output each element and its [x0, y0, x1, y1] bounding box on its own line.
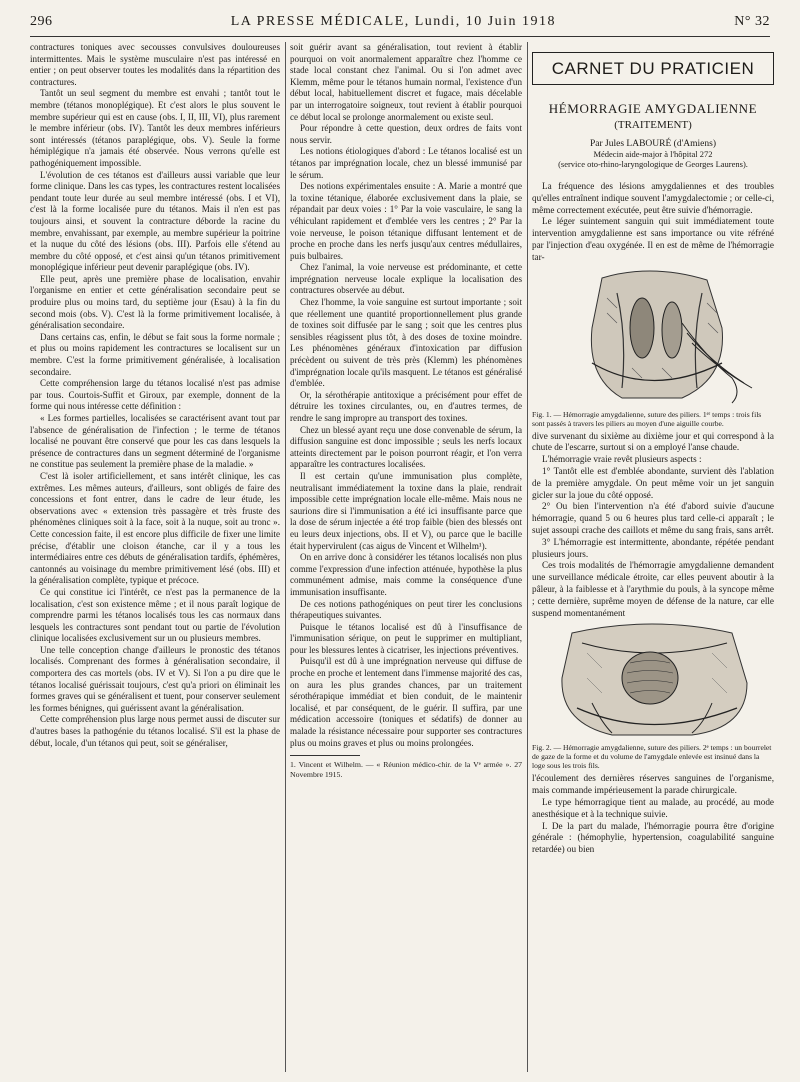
column-divider [285, 42, 286, 1072]
figure-1 [532, 268, 774, 428]
paragraph: La fréquence des lésions amygdaliennes et des troubles qu'elles entraînent indique souvent l'amygdalectomie ; or celle-ci, même correctement exécutée, peut être suivie d'hémorragie. [532, 181, 774, 215]
column-divider [527, 42, 528, 1072]
paragraph: Pour répondre à cette question, deux ordres de faits vont nous servir. [290, 123, 522, 145]
throat-illustration-1 [532, 268, 774, 408]
author-name: Par Jules LABOURÉ (d'Amiens) [590, 139, 716, 149]
paragraph: Dans certains cas, enfin, le début se fait sous la forme normale ; et plus ou moins rapidement les contractures se localisent sur un membre. C'est la forme primitivement généralisée, à localisation secondaire. [30, 331, 280, 377]
figure-2-caption: Fig. 2. — Hémorragie amygdalienne, suture des piliers. 2ᵉ temps : un bourrelet de gaze de la forme et du volume de l'amygdale enlevée est insinué dans la loge sous les trois fils. [532, 743, 772, 771]
paragraph: Chez l'animal, la voie nerveuse est prédominante, et cette imprégnation nerveuse locale explique la localisation des contractures observée au début. [290, 262, 522, 296]
end-text [532, 773, 774, 856]
footnote: 1. Vincent et Wilhelm. — « Réunion médico-chir. de la Vᵉ armée ». 27 Novembre 1915. [290, 760, 522, 779]
paragraph: Tantôt un seul segment du membre est envahi ; tantôt tout le membre (tétanos monoplégique). Et c'est alors le plus souvent le membre supérieur qui est en cause (obs. I, II, III, VI), plus rarement le membre inférieur (obs. IV). Tantôt les deux membres inférieurs sont intéressés (tétanos paraplégique, obs. V). Seule la forme hémiplégique n'a jamais été observée. Nous verrons qu'elle est pathogéniquement impossible. [30, 88, 280, 168]
paragraph: Elle peut, après une première phase de localisation, envahir l'organisme en entier et cette généralisation secondaire peut se produire plus ou moins tard, du septième jour (Esau) à la fin du second mois (obs. V). C'est là la forme primitivement localisée, à généralisation secondaire. [30, 273, 280, 331]
paragraph: Or, la sérothérapie antitoxique a précisément pour effet de détruire les toxines circulantes, ou, en d'autres termes, de rendre le sang impropre au transport des toxines. [290, 389, 522, 423]
column-2 [290, 42, 522, 1072]
paragraph: l'écoulement des dernières réserves sanguines de l'organisme, mais commande impérieusement la parade chirurgicale. [532, 773, 774, 796]
paragraph: Il est certain qu'une immunisation plus complète, neutralisant immédiatement la toxine dans la plaie, rendrait impossible cette imprégnation locale elle-même. Mais nous ne saurions dire si l'immunisation a été ici insuffisante parce que la dose de sérum injectée a été trop faible (bien des blessés ont eu leurs deux injections, obs. II et V), ou parce que le bacille était hypervirulent (cas aigus de Vincent et Wilhelm¹). [290, 470, 522, 551]
paragraph: 2° Ou bien l'intervention n'a été d'abord suivie d'aucune hémorragie, quand 5 ou 6 heures plus tard celle-ci apparaît ; le sujet assoupi crache des caillots et même du sang frais, sans arrêt. [532, 501, 774, 535]
footnote-rule [290, 755, 360, 756]
journal-title: LA PRESSE MÉDICALE, Lundi, 10 Juin 1918 [230, 14, 557, 29]
paragraph: dive survenant du sixième au dixième jour et qui correspond à la chute de l'escarre, surtout si on a employé l'anse chaude. [532, 430, 774, 453]
paragraph: Puisque le tétanos localisé est dû à l'insuffisance de l'immunisation sérique, on peut le supprimer en multipliant, pour les blessures lentes à cicatriser, les injections préventives. [290, 621, 522, 655]
paragraph: contractures toniques avec secousses convulsives douloureuses intermittentes. Mais le système musculaire n'est pas intéressé en entier ; on peut observer toutes les modalités dans la répartition des contractures. [30, 42, 280, 87]
paragraph: On en arrive donc à considérer les tétanos localisés non plus comme l'expression d'une infection atténuée, hypothèse la plus communément admise, mais comme la conséquence d'une immunisation insuffisante. [290, 552, 522, 597]
paragraph: Chez un blessé ayant reçu une dose convenable de sérum, la diffusion sanguine est donc impossible ; seuls les nerfs locaux atteints directement par le poison pourront réagir, et l'on verra apparaître les contractures localisées. [290, 424, 522, 470]
paragraph: Chez l'homme, la voie sanguine est surtout importante ; soit que réellement une quantité proportionnellement plus grande de toxines soit diffusée par le sang ; soit que les centres plus sensibles réagissent plus tôt, à des doses de toxine moindre. Les phénomènes généraux d'intoxication par diffusion précèdent ou suivent de très près (Klemm) les phénomènes d'imprégnation locale qu'ils masquent. Le tétanos est généralisé d'emblée. [290, 297, 522, 389]
figure-1-caption: Fig. 1. — Hémorragie amygdalienne, suture des piliers. 1ᵉʳ temps : trois fils sont passés à travers les piliers au moyen d'une aiguille courbe. [532, 409, 762, 428]
section-title: CARNET DU PRATICIEN [532, 52, 774, 85]
paragraph: Des notions expérimentales ensuite : A. Marie a montré que la toxine tétanique, élaborée exclusivement dans la plaie, se répandait par deux voies : 1° Par la voie vasculaire, le sang la véhiculant rapidement et d'emblée vers les centres ; 2° Par la voie nerveuse, le poison tétanique diffusant lentement et de proche en proche dans les nerfs jusqu'aux centres médullaires, puis bulbaires. [290, 181, 522, 261]
figure-2 [532, 623, 774, 770]
middle-text [532, 431, 774, 620]
intro-text [532, 181, 774, 264]
issue-number: N° 32 [734, 14, 770, 29]
paragraph: Les notions étiologiques d'abord : Le tétanos localisé est un tétanos par imprégnation locale, chez un blessé immunisé par le sérum. [290, 146, 522, 180]
paragraph: Ces trois modalités de l'hémorragie amygdalienne demandent une surveillance médicale étroite, car elles peuvent aboutir à la pâleur, à la faiblesse et à l'arythmie du pouls, à la syncope même ; cette dernière, suprême moyen de défense de la nature, car elle suspend momentanément [532, 560, 774, 618]
author-block [532, 139, 774, 169]
throat-illustration-2 [532, 623, 774, 741]
page-number: 296 [30, 14, 53, 29]
paragraph: 1° Tantôt elle est d'emblée abondante, survient dès l'ablation de la première amygdale. On peut même voir un jet sanguin gicler sur la joue du côté opposé. [532, 465, 774, 500]
paragraph: L'évolution de ces tétanos est d'ailleurs aussi variable que leur forme clinique. Dans les cas types, les contractures restent localisées pendant toute leur durée au seul membre intéressé (obs. I et VI), c'est là la forme localisée pure du tétanos. Mais il n'en est pas toujours ainsi, et souvent la contracture déborde la racine du membre, envahissant, par exemple, au membre supérieur la poitrine et la nuque du côté des lésions (obs. III). Parfois elle s'étend au membre du côté opposé, et c'est ainsi qu'un tétanos primitivement monoplégique inférieur peut devenir paraplégique (obs. IV). [30, 169, 280, 273]
column-3 [532, 42, 774, 856]
paragraph: Cette compréhension plus large nous permet aussi de discuter sur d'autres bases la pathogénie du tétanos localisé. S'il est la phase de début, locale, d'un tétanos qui peut, soit se généraliser, [30, 714, 280, 748]
paragraph: Cette compréhension large du tétanos localisé n'est pas admise par tous. Courtois-Suffit et Giroux, par exemple, donnent de la forme qui nous intéresse cette définition : [30, 378, 280, 412]
header-rule [30, 36, 770, 37]
article-subtitle: (TRAITEMENT) [614, 119, 692, 131]
paragraph: L'hémorragie vraie revêt plusieurs aspects : [542, 454, 702, 465]
paragraph: « Les formes partielles, localisées se caractérisent avant tout par l'absence de généralisation de l'infection ; le terme de tétanos localisé ne pouvant être conservé que pour les cas dans lesquels la présence de contractures dans un segment déterminé de l'organisme ne constitue pas seulement la première phase de la maladie. » [30, 413, 280, 470]
author-service: (service oto-rhino-laryngologique de Georges Laurens). [558, 159, 748, 169]
paragraph: Ce qui constitue ici l'intérêt, ce n'est pas la permanence de la localisation, c'est son existence même ; et il nous paraît logique de comprendre parmi les tétanos localisés tous les cas normaux dans lesquels les contractures sont pendant tout ou partie de l'évolution clinique localisées exclusivement sur un ou plusieurs membres. [30, 586, 280, 644]
page-header [30, 14, 770, 36]
paragraph: C'est là isoler artificiellement, et sans intérêt clinique, les cas extrêmes. Les mêmes auteurs, d'ailleurs, sont obligés de faire des concessions et font entrer, dans le cadre de leur étude, les observations avec « extension très passagère et très fruste des phénomènes cliniques soit à la face, soit à la nuque, soit au tronc ». Cette concession faite, il est encore plus difficile de fixer une limite précise, d'établir une cloison étanche, car il y a tous les intermédiaires entre ces débuts de généralisation tardifs, éphémères, cantonnés au voisinage du membre primitivement lésé (obs. III) et la généralisation complète, typique et précoce. [30, 470, 280, 586]
paragraph: soit guérir avant sa généralisation, tout revient à établir pourquoi on voit anormalement apparaître chez l'homme ce stade local constant chez l'animal. Ou si l'on admet avec Klemm, même pour le tétanos humain normal, l'existence d'un début local, habituellement discret et fugace, mais décelable par un interrogatoire soigneux, tout revient à établir pourquoi ce début local se prolonge anormalement ou existe seul. [290, 42, 522, 122]
paragraph: 3° L'hémorragie est intermittente, abondante, répétée pendant plusieurs jours. [532, 536, 774, 559]
paragraph: Le type hémorragique tient au malade, au procédé, au mode anesthésique et à la technique suivie. [532, 796, 774, 819]
article-title: HÉMORRAGIE AMYGDALIENNE [548, 101, 758, 116]
paragraph: Le léger suintement sanguin qui suit immédiatement toute intervention amygdalienne est sans importance ou vite réfréné par l'injection d'eau oxygénée. Il en est de même de l'hémorragie tar- [532, 216, 774, 262]
paragraph: I. De la part du malade, l'hémorragie pourra être d'origine générale : (hémophylie, hypertension, coagulabilité sanguine retardée) ou bien [532, 820, 774, 855]
paragraph: Puisqu'il est dû à une imprégnation nerveuse qui diffuse de proche en proche et lentement dans l'immense majorité des cas, on aura les plus grandes chances, par un traitement sérothérapique immédiat et bien conduit, de le maintenir localisé, et par conséquent, de le guérir. Il suffira, par une médication accessoire (toniques et sédatifs) de donner au malade la résistance nécessaire pour supporter ses contractures plus ou moins graves et plus ou moins prolongées. [290, 656, 522, 748]
author-role: Médecin aide-major à l'hôpital 272 [593, 149, 713, 159]
paragraph: Une telle conception change d'ailleurs le pronostic des tétanos localisés. Comprenant des formes à généralisation secondaire, il comportera des cas mortels (obs. IV et V). Si l'on a pu dire que le tétanos localisé guérissait toujours, c'est qu'a priori on éliminait les formes graves qui se généralisent et tuent, pour conserver seulement les formes bénignes, qui guérissent avant la généralisation. [30, 644, 280, 713]
paragraph: De ces notions pathogéniques on peut tirer les conclusions thérapeutiques suivantes. [290, 598, 522, 621]
column-1 [30, 42, 280, 1072]
